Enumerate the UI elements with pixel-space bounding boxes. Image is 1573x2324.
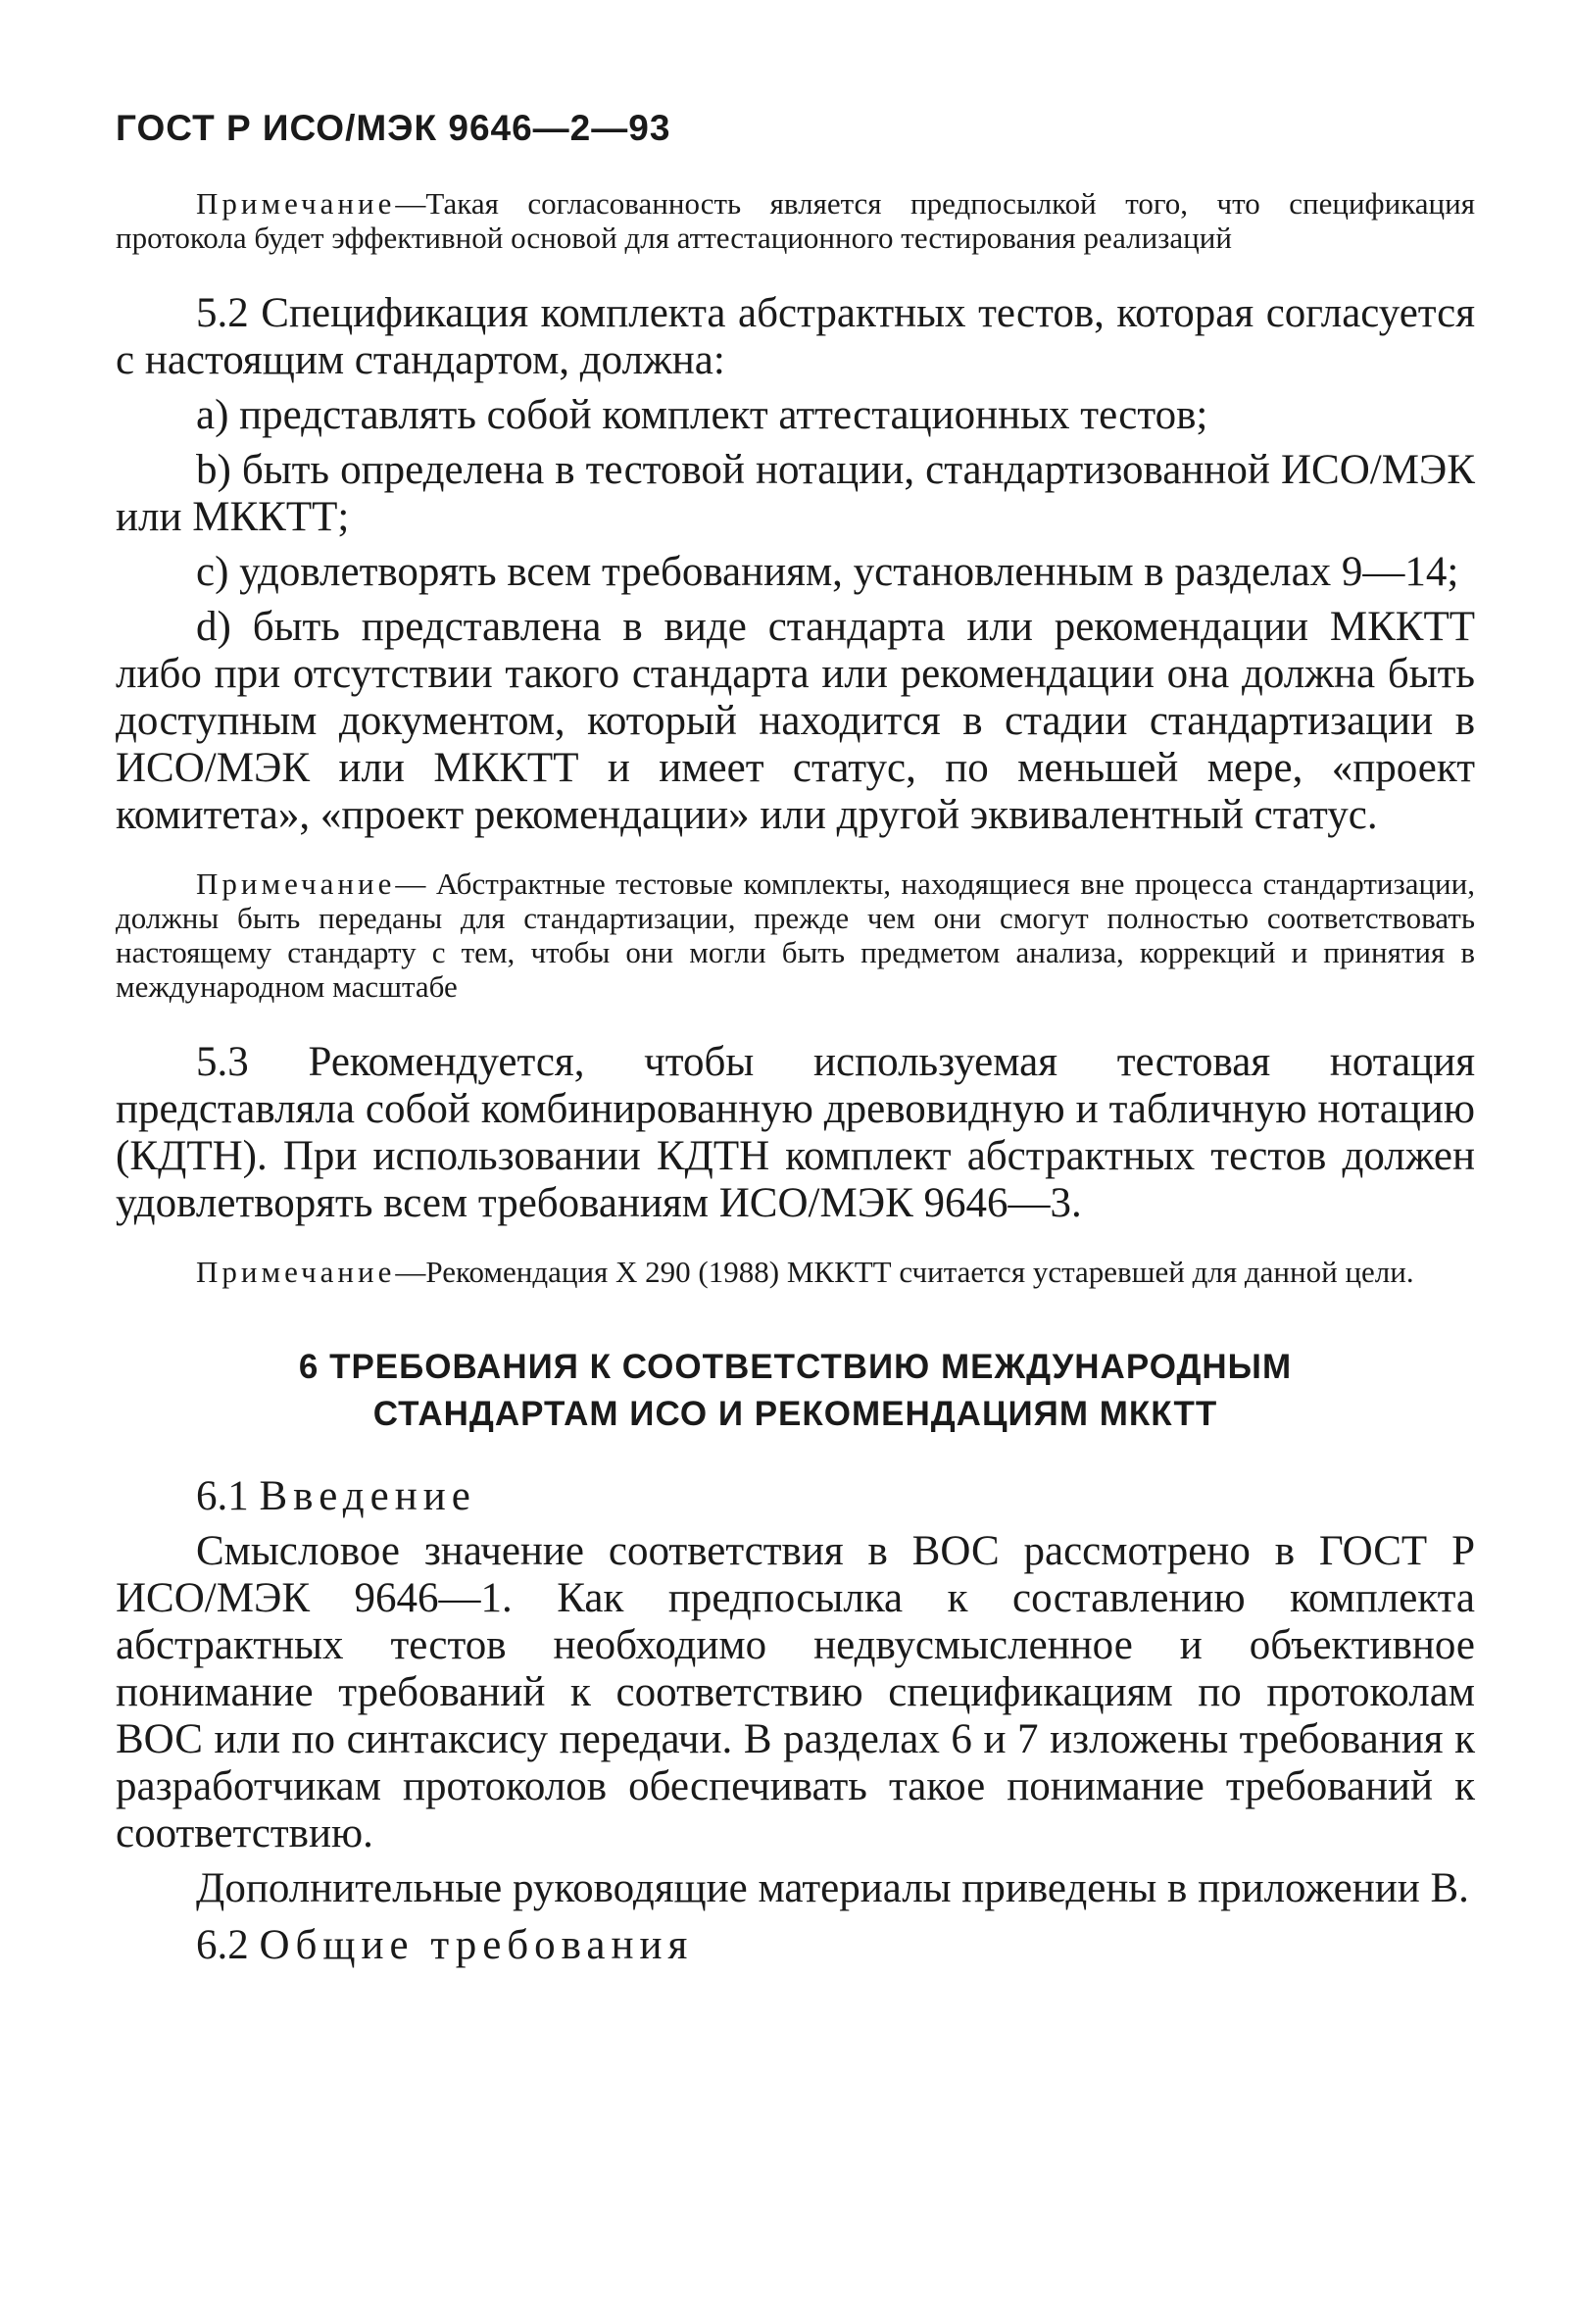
clause-5-2-item-c: c) удовлетворять всем требованиям, установленным в разделах 9—14; [196,549,1459,595]
subsection-6-1-heading [116,1471,1475,1522]
subsection-6-1-number: 6.1 [196,1473,249,1519]
note-2-text: — Абстрактные тестовые комплекты, находящиеся вне процесса стандартизации, должны быть переданы для стандартизации, прежде чем они смогут полностью соответствовать настоящему стандарту с тем, чтобы они могли быть предметом анализа, коррекций и принятия в международном масштабе [116,866,1475,1004]
subsection-6-2-title: Общие требования [259,1922,694,1968]
clause-5-2-item-d: d) быть представлена в виде стандарта или рекомендации МККТТ либо при отсутствии такого стандарта или рекомендации она должна быть доступным документом, который находится в стадии стандартизации в ИСО/МЭК или МККТТ и имеет статус, по меньшей мере, «проект комитета», «проект рекомендации» или другой эквивалентный статус. [116,604,1475,838]
note-3-text: —Рекомендация X 290 (1988) МККТТ считается устаревшей для данной цели. [395,1255,1414,1289]
clause-5-2-item-a: a) представлять собой комплект аттестационных тестов; [196,392,1208,438]
note-3-label: Примечание [196,1255,396,1289]
note-1 [116,186,1475,255]
section-6-1-paragraph-2: Дополнительные руководящие материалы приведены в приложении В. [196,1865,1469,1911]
note-2 [116,866,1475,1004]
subsection-6-2-number: 6.2 [196,1922,249,1968]
clause-5-3: 5.3 Рекомендуется, чтобы используемая тестовая нотация представляла собой комбинированную древовидную и табличную нотацию (КДТН). При использовании КДТН комплект абстрактных тестов должен удовлетворять всем требованиям ИСО/МЭК 9646—3. [116,1039,1475,1226]
clause-5-2-intro: 5.2 Спецификация комплекта абстрактных тестов, которая согласуется с настоящим стандартом, должна: [116,290,1475,383]
subsection-6-2-heading [116,1920,1475,1971]
section-6-title-line-2: СТАНДАРТАМ ИСО И РЕКОМЕНДАЦИЯМ МККТТ [372,1395,1218,1433]
note-1-label: Примечание [196,186,396,221]
note-3 [116,1255,1475,1289]
clause-5-2-item-b: b) быть определена в тестовой нотации, стандартизованной ИСО/МЭК или МККТТ; [116,447,1475,540]
section-6-1-paragraph-1: Смысловое значение соответствия в ВОС рассмотрено в ГОСТ Р ИСО/МЭК 9646—1. Как предпосылка к составлению комплекта абстрактных тестов необходимо недвусмысленное и объективное понимание требований к соответствию спецификациям по протоколам ВОС или по синтаксису передачи. В разделах 6 и 7 изложены требования к разработчикам протоколов обеспечивать такое понимание требований к соответствию. [116,1528,1475,1856]
page-header: ГОСТ Р ИСО/МЭК 9646—2—93 [116,108,671,148]
section-6-title-line-1: 6 ТРЕБОВАНИЯ К СООТВЕТСТВИЮ МЕЖДУНАРОДНЫМ [298,1348,1293,1386]
note-2-label: Примечание [196,866,396,901]
subsection-6-1-title: Введение [259,1473,476,1519]
section-6-title [116,1344,1475,1438]
note-1-text: —Такая согласованность является предпосылкой того, что спецификация протокола будет эффективной основой для аттестационного тестирования реализаций [116,186,1475,255]
